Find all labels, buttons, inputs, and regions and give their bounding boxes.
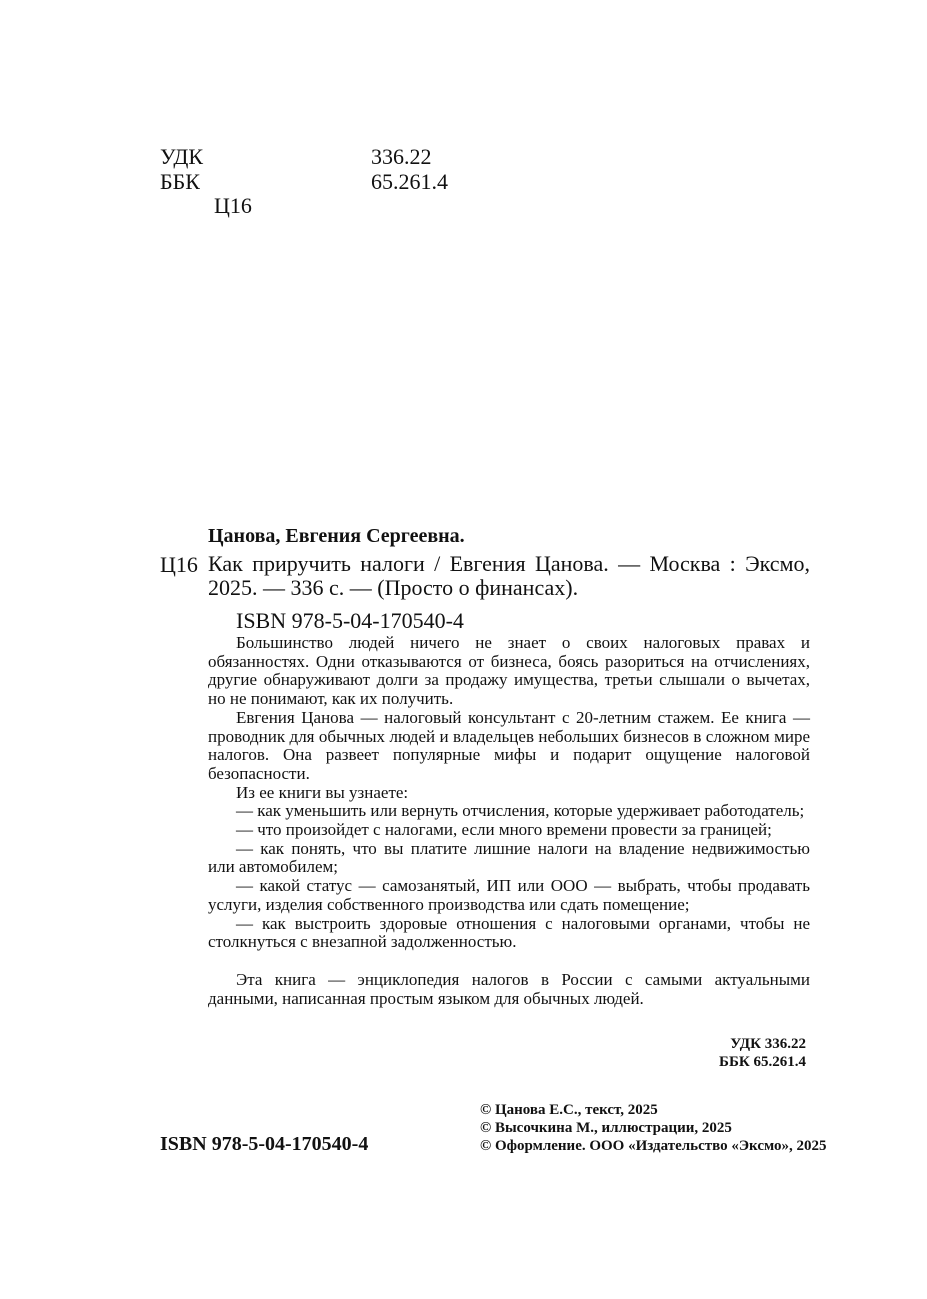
title-line: 2025. — 336 с. — (Просто о финансах). [208, 575, 579, 600]
copyright-block [480, 1101, 827, 1155]
annotation-list-item: — что произойдет с налогами, если много времени провести за границей; [236, 820, 772, 840]
bbk-label: ББК [160, 169, 200, 194]
udk-code-small: УДК 336.22 [730, 1036, 806, 1052]
annotation-list-item: — как уменьшить или вернуть отчисления, которые удерживает работодатель; [236, 801, 805, 821]
copyright-line: © Цанова Е.С., текст, 2025 [480, 1102, 658, 1118]
udk-line [160, 144, 432, 170]
annotation-list-item: — как выстроить здоровые отношения с налоговыми органами, чтобы не столкнуться с внезапной задолженностью. [208, 913, 810, 952]
copyright-line: © Оформление. ООО «Издательство «Эксмо», 2025 [480, 1138, 827, 1154]
annotation-paragraph: Большинство людей ничего не знает о своих налоговых правах и обязанностях. Одни отказываются от бизнеса, боясь разориться на отчислениях, другие обнаруживают долги за продажу имущества, третьи слышали о вычетах, но не понимают, как их получить. [208, 633, 810, 709]
udk-code: 336.22 [371, 144, 432, 169]
bbk-line [160, 169, 448, 195]
classification-codes [719, 1035, 806, 1071]
annotation-list-item: — какой статус — самозанятый, ИП или ООО — выбрать, чтобы продавать услуги, изделия собственного производства или сдать помещение; [208, 876, 810, 914]
author-mark: Ц16 [160, 552, 198, 577]
copyright-line: © Высочкина М., иллюстрации, 2025 [480, 1120, 732, 1136]
udk-label: УДК [160, 144, 204, 169]
annotation-paragraph: Евгения Цанова — налоговый консультант с 20-летним стажем. Ее книга — проводник для обычных людей и владельцев небольших бизнесов в сложном мире налогов. Она развеет популярные мифы и подарит ощущение налоговой безопасности. [208, 707, 810, 783]
annotation-paragraph: Из ее книги вы узнаете: [236, 782, 409, 802]
annotation-list-item: — как понять, что вы платите лишние налоги на владение недвижимостью или автомобилем; [208, 838, 810, 877]
isbn-footer: ISBN 978-5-04-170540-4 [160, 1133, 369, 1155]
bbk-code-small: ББК 65.261.4 [719, 1054, 806, 1070]
title-line: Как приручить налоги / Евгения Цанова. — Москва : Эксмо, [208, 551, 810, 576]
annotation [208, 634, 810, 1008]
author-heading: Цанова, Евгения Сергеевна. [208, 525, 465, 547]
author-mark-top: Ц16 [214, 193, 252, 218]
annotation-closing: Эта книга — энциклопедия налогов в России с самыми актуальными данными, написанная простым языком для обычных людей. [208, 969, 810, 1008]
bbk-code: 65.261.4 [371, 169, 448, 194]
title-statement [208, 552, 810, 600]
isbn: ISBN 978-5-04-170540-4 [236, 608, 464, 633]
